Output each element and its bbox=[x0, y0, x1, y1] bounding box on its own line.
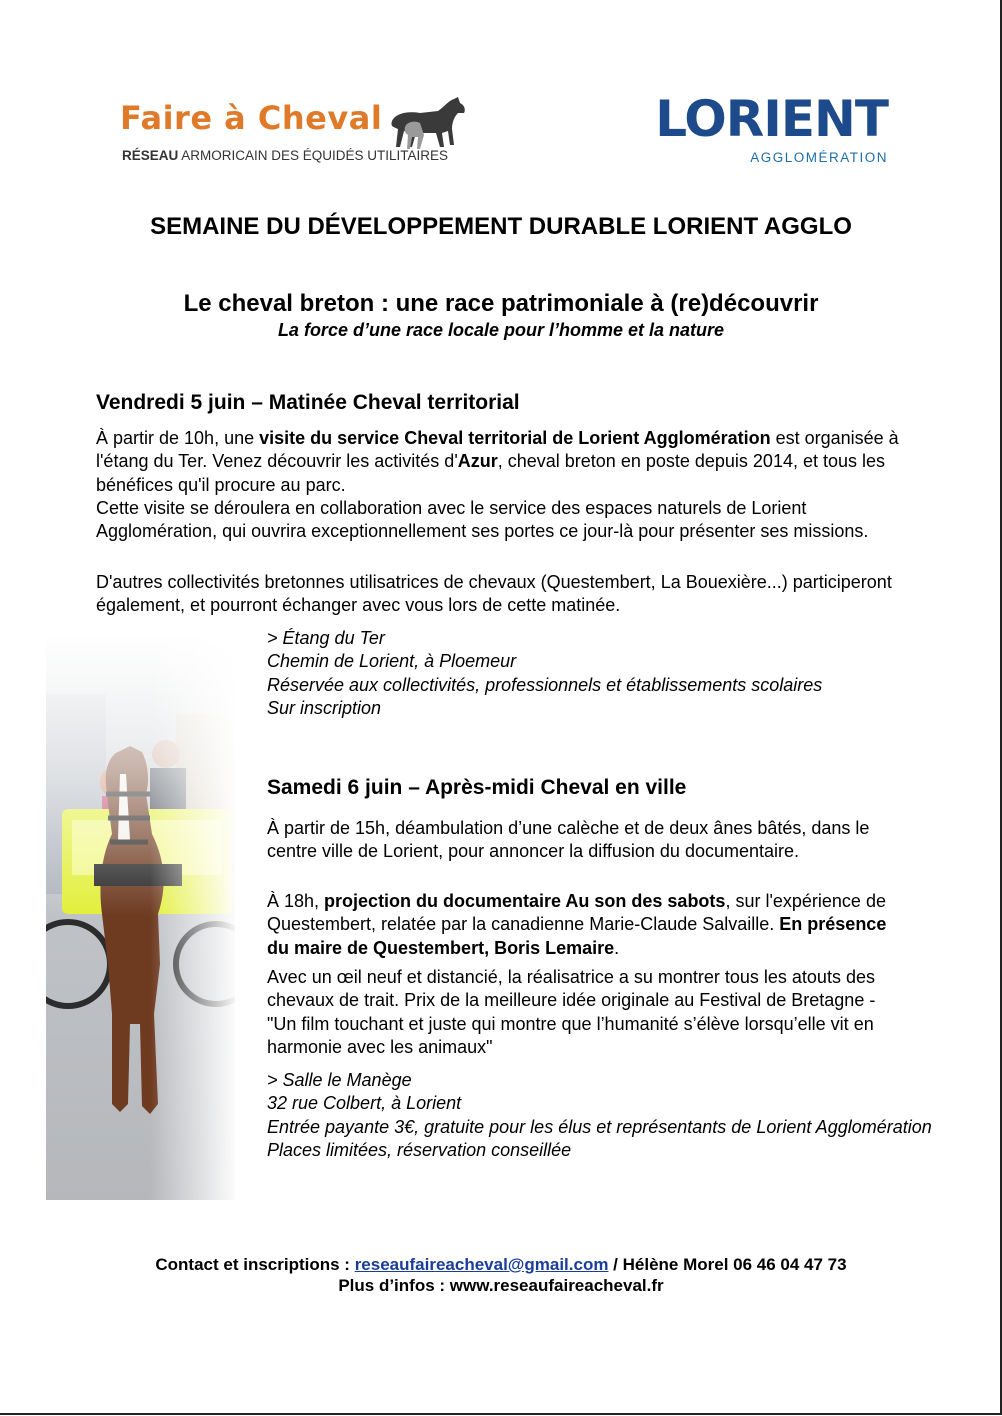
lorient-agglomeration-logo bbox=[655, 90, 892, 170]
agglomeration-wordmark: AGGLOMÉRATION bbox=[750, 150, 888, 165]
faire-a-cheval-wordmark: Faire à Cheval bbox=[120, 99, 383, 137]
horse-carriage-photo bbox=[46, 634, 235, 1200]
section-friday-title: Vendredi 5 juin – Matinée Cheval territorial bbox=[96, 391, 520, 414]
info-line: Entrée payante 3€, gratuite pour les élus et représentants de Lorient Agglomération bbox=[267, 1116, 932, 1137]
info-line: Places limitées, réservation conseillée bbox=[267, 1140, 572, 1161]
lorient-wordmark: LORIENT bbox=[655, 90, 888, 148]
saturday-paragraph-1: À partir de 15h, déambulation d’une calèche et de deux ânes bâtés, dans le centre ville de Lorient, pour annoncer la diffusion du documentaire. bbox=[267, 818, 870, 862]
contact-line: Contact et inscriptions : reseaufaireacheval@gmail.com / Hélène Morel 06 46 04 47 73 bbox=[155, 1255, 847, 1274]
website-line: Plus d’infos : www.reseaufaireacheval.fr bbox=[338, 1276, 664, 1295]
friday-paragraph-1: À partir de 10h, une visite du service Cheval territorial de Lorient Agglomération est organisée à l'étang du Ter. Venez découvrir les activités d'Azur, cheval breton en poste depuis 2014, et tous les bénéfices qu'il procure au parc. bbox=[96, 428, 899, 495]
saturday-paragraph-3: Avec un œil neuf et distancié, la réalisatrice a su montrer tous les atouts des chevaux de trait. Prix de la meilleure idée originale au Festival de Bretagne - "Un film touchant et juste qui montre que l’humanité s’élève lorsqu’elle vit en harmonie avec les animaux" bbox=[267, 967, 876, 1058]
info-line: 32 rue Colbert, à Lorient bbox=[267, 1093, 462, 1114]
saturday-practical-info bbox=[267, 1069, 932, 1163]
friday-paragraph-2: Cette visite se déroulera en collaboration avec le service des espaces naturels de Lorient Agglomération, qui ouvrira exceptionnellement ses portes ce jour-là pour présenter ses missions. bbox=[96, 498, 869, 542]
contact-email-link[interactable]: reseaufaireacheval@gmail.com bbox=[354, 1255, 609, 1274]
saturday-paragraph-2: À 18h, projection du documentaire Au son des sabots, sur l'expérience de Questembert, relatée par la canadienne Marie-Claude Salvaille. En présence du maire de Questembert, Boris Lemaire. bbox=[267, 891, 887, 958]
faire-a-cheval-logo bbox=[118, 95, 468, 171]
friday-paragraph-3: D'autres collectivités bretonnes utilisatrices de chevaux (Questembert, La Bouexière...) participeront également, et pourront échanger avec vous lors de cette matinée. bbox=[96, 572, 892, 616]
faire-a-cheval-tagline: RÉSEAU ARMORICAIN DES ÉQUIDÉS UTILITAIRES bbox=[122, 148, 449, 163]
info-line: > Salle le Manège bbox=[267, 1070, 412, 1090]
info-line: Chemin de Lorient, à Ploemeur bbox=[267, 651, 517, 672]
info-line: Réservée aux collectivités, professionnels et établissements scolaires bbox=[267, 674, 823, 695]
horse-silhouette-icon bbox=[386, 95, 470, 151]
event-subtitle: Le cheval breton : une race patrimoniale à (re)découvrir bbox=[183, 290, 819, 317]
page-title: SEMAINE DU DÉVELOPPEMENT DURABLE LORIENT AGGLO bbox=[150, 213, 852, 240]
friday-practical-info bbox=[267, 627, 822, 721]
info-line: Sur inscription bbox=[267, 698, 382, 719]
section-saturday-title: Samedi 6 juin – Après-midi Cheval en ville bbox=[267, 776, 687, 799]
info-line: > Étang du Ter bbox=[267, 628, 385, 648]
event-tagline: La force d’une race locale pour l’homme et la nature bbox=[277, 320, 725, 340]
